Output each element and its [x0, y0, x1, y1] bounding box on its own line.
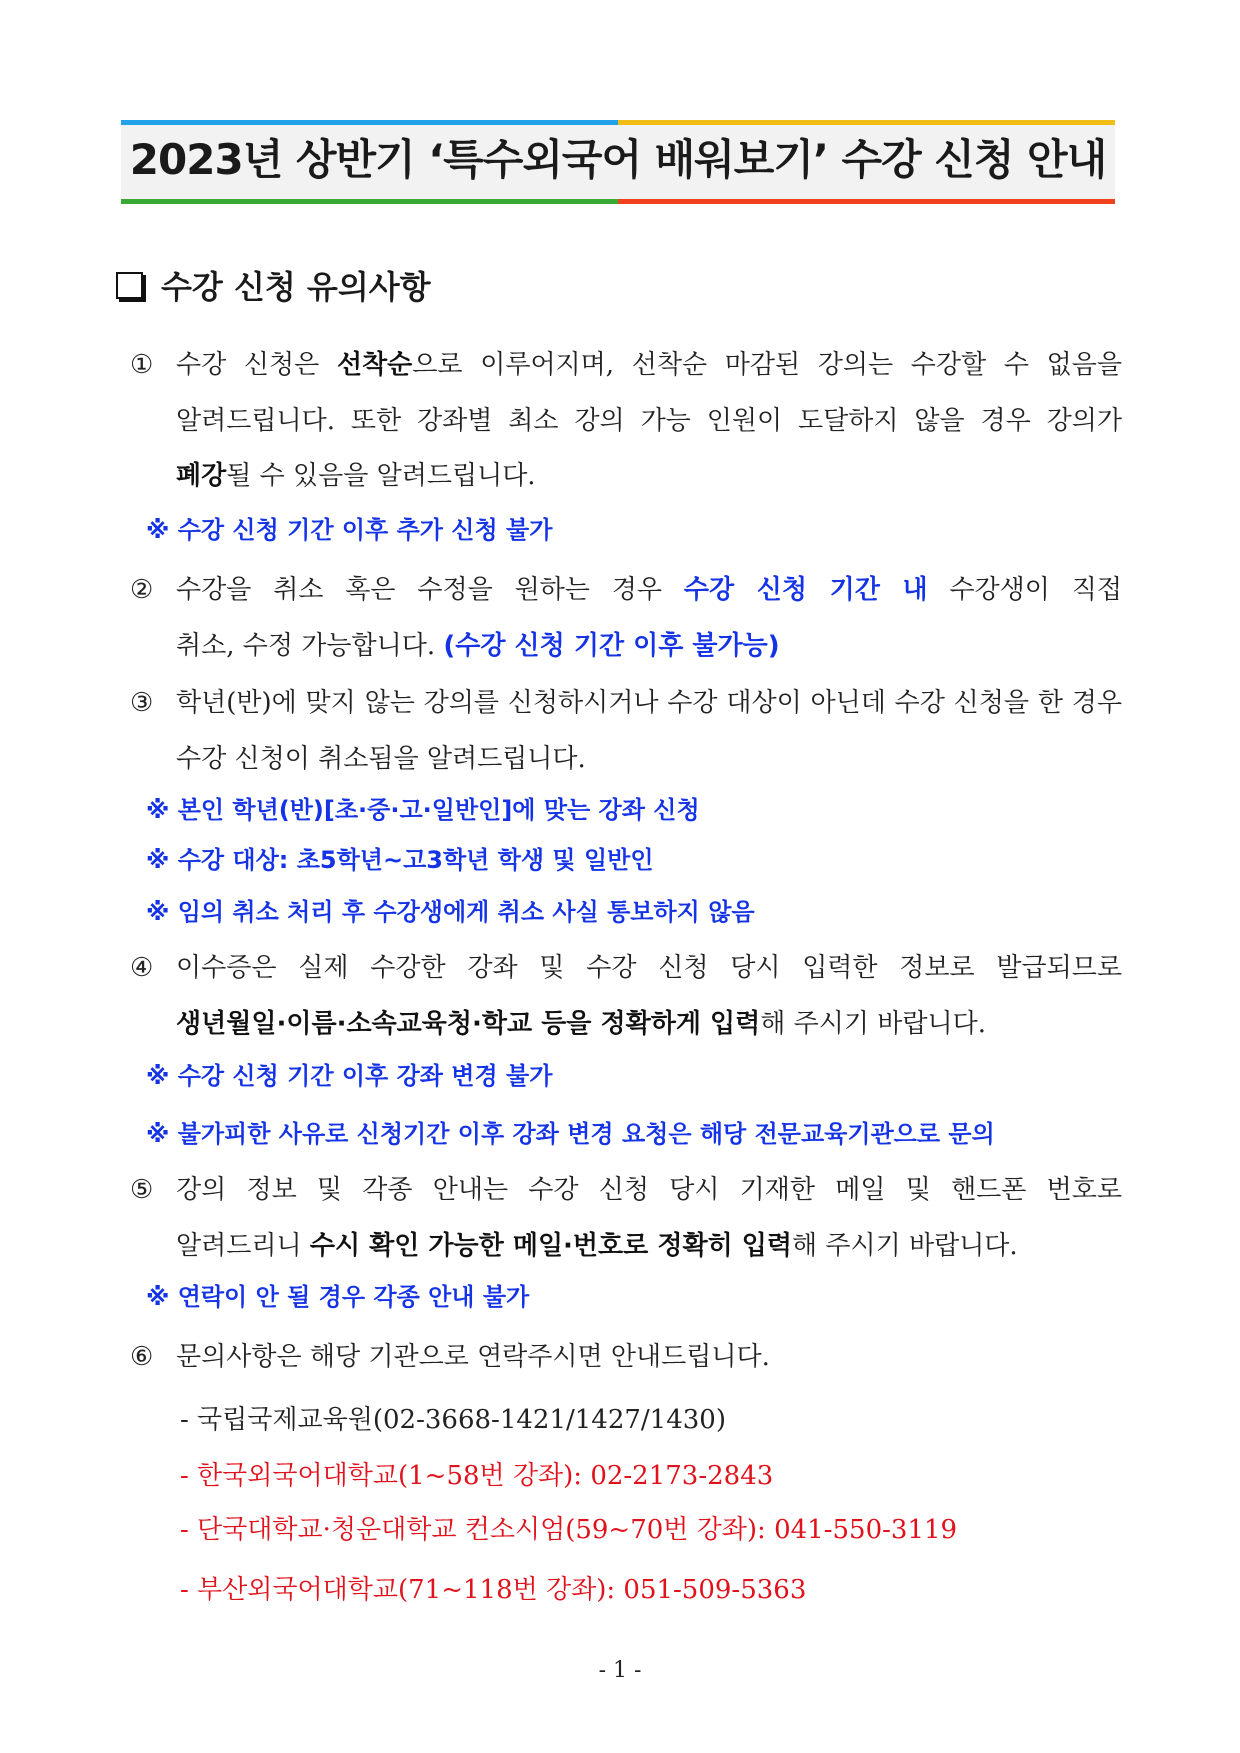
item-2-line-2-blue: (수강 신청 기간 이후 불가능) [443, 631, 780, 661]
page-number: - 1 - [598, 1658, 642, 1683]
item-2-line-1 [130, 564, 1122, 616]
item-5-text: 강의 정보 및 각종 안내는 수강 신청 당시 기재한 메일 및 핸드폰 번호로 [176, 1175, 1122, 1205]
item-1-bold: 선착순 [336, 350, 413, 380]
note-3: ※ 수강 대상: 초5학년~고3학년 학생 및 일반인 [146, 846, 654, 874]
item-5-line-2-c: 해 주시기 바랍니다. [791, 1231, 1018, 1261]
note-5: ※ 수강 신청 기간 이후 강좌 변경 불가 [146, 1062, 553, 1090]
item-3-number: ③ [130, 688, 154, 718]
title-bar-bottom-left [121, 199, 618, 204]
note-7: ※ 연락이 안 될 경우 각종 안내 불가 [146, 1283, 530, 1311]
item-2-line-2 [130, 620, 1122, 672]
title-bar-top-right [618, 120, 1115, 125]
checkbox-square-icon [116, 272, 143, 299]
item-4-line-2-text: 해 주시기 바랍니다. [760, 1009, 986, 1039]
note-6: ※ 불가피한 사유로 신청기간 이후 강좌 변경 요청은 해당 전문교육기관으로 문의 [146, 1120, 995, 1148]
item-4-line-1 [130, 942, 1122, 994]
title-banner [121, 120, 1115, 204]
item-3-line-1 [130, 677, 1122, 729]
item-5-line-2 [130, 1220, 1122, 1272]
note-4: ※ 임의 취소 처리 후 수강생에게 취소 사실 통보하지 않음 [146, 898, 755, 926]
item-2-text-c: 수강생이 직접 [927, 575, 1122, 605]
contact-niied: - 국립국제교육원(02-3668-1421/1427/1430) [180, 1405, 726, 1435]
contact-hufs: - 한국외국어대학교(1~58번 강좌): 02-2173-2843 [180, 1461, 774, 1491]
item-4-number: ④ [130, 953, 154, 983]
item-3-text: 학년(반)에 맞지 않는 강의를 신청하시거나 수강 대상이 아닌데 수강 신청을 한 경우 [176, 688, 1122, 718]
note-1: ※ 수강 신청 기간 이후 추가 신청 불가 [146, 516, 553, 544]
item-4-line-2 [130, 998, 1122, 1050]
item-1-line-3-bold: 폐강 [176, 461, 227, 491]
contact-bufs: - 부산외국어대학교(71~118번 강좌): 051-509-5363 [180, 1575, 807, 1605]
item-5-line-2-bold: 수시 확인 가능한 메일·번호로 정확히 입력 [309, 1231, 792, 1261]
item-3-line-2: 수강 신청이 취소됨을 알려드립니다. [176, 744, 586, 774]
item-1-text-a: 수강 신청은 [176, 350, 337, 380]
item-1-line-1 [130, 339, 1122, 391]
item-1-line-2: 알려드립니다. 또한 강좌별 최소 강의 가능 인원이 도달하지 않을 경우 강의가 [176, 406, 1122, 436]
item-1-text-c: 으로 이루어지며, 선착순 마감된 강의는 수강할 수 없음을 [412, 350, 1122, 380]
item-1-number: ① [130, 350, 154, 380]
item-2-number: ② [130, 575, 154, 605]
item-6-number: ⑥ [130, 1342, 154, 1372]
section-heading [116, 262, 431, 308]
document-title: 2023년 상반기 ‘특수외국어 배워보기’ 수강 신청 안내 [129, 135, 1107, 184]
item-5-line-2-a: 알려드리니 [176, 1231, 310, 1261]
item-2-blue-bold: 수강 신청 기간 내 [683, 575, 928, 605]
item-1-line-3-text: 될 수 있음을 알려드립니다. [226, 461, 536, 491]
item-6-text: 문의사항은 해당 기관으로 연락주시면 안내드립니다. [176, 1342, 770, 1372]
item-5-line-1 [130, 1164, 1122, 1216]
item-2-line-2-text: 취소, 수정 가능합니다. [176, 631, 444, 661]
item-4-line-2-bold: 생년월일·이름·소속교육청·학교 등을 정확하게 입력 [176, 1009, 761, 1039]
section-heading-text: 수강 신청 유의사항 [161, 268, 431, 306]
note-2: ※ 본인 학년(반)[초·중·고·일반인]에 맞는 강좌 신청 [146, 796, 700, 824]
item-5-number: ⑤ [130, 1175, 154, 1205]
item-6-line-1 [130, 1331, 1122, 1383]
title-bar-top-left [121, 120, 618, 125]
item-2-text-a: 수강을 취소 혹은 수정을 원하는 경우 [176, 575, 684, 605]
title-bar-bottom-right [618, 199, 1115, 204]
item-4-text: 이수증은 실제 수강한 강좌 및 수강 신청 당시 입력한 정보로 발급되므로 [176, 953, 1122, 983]
item-1-line-3 [130, 450, 1122, 502]
contact-dankook: - 단국대학교·청운대학교 컨소시엄(59~70번 강좌): 041-550-3119 [180, 1515, 958, 1545]
